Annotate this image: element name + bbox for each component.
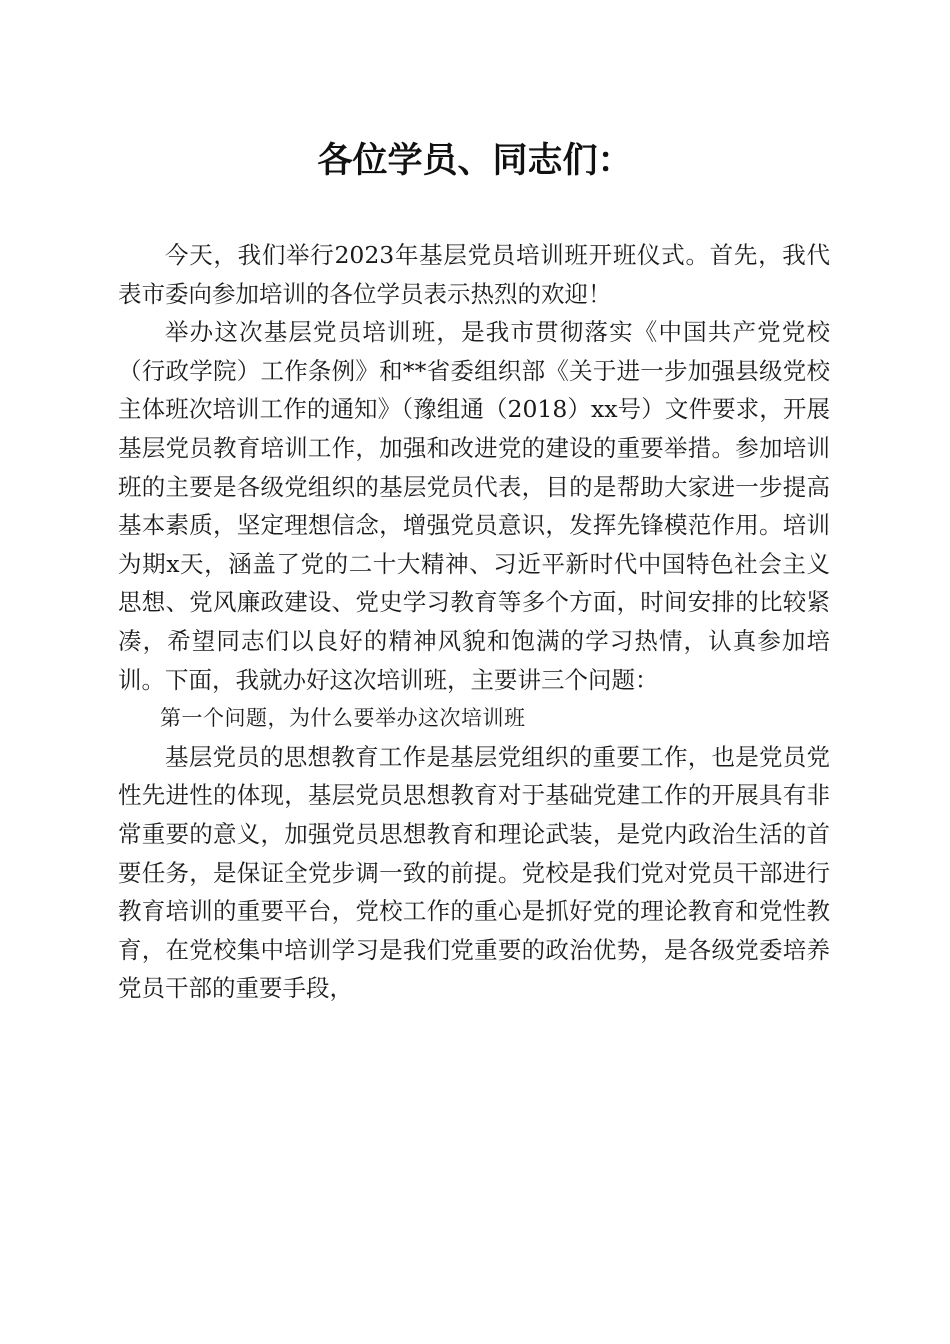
document-body (118, 236, 830, 1008)
paragraph-purpose: 举办这次基层党员培训班，是我市贯彻落实《中国共产党党校（行政学院）工作条例》和**省委组织部《关于进一步加强县级党校主体班次培训工作的通知》（豫组通（2018）xx号）文件要求，开展基层党员教育培训工作，加强和改进党的建设的重要举措。参加培训班的主要是各级党组织的基层党员代表，目的是帮助大家进一步提高基本素质，坚定理想信念，增强党员意识，发挥先锋模范作用。培训为期x天，涵盖了党的二十大精神、习近平新时代中国特色社会主义思想、党风廉政建设、党史学习教育等多个方面，时间安排的比较紧凑，希望同志们以良好的精神风貌和饱满的学习热情，认真参加培训。下面，我就办好这次培训班，主要讲三个问题： (118, 318, 830, 694)
document-title: 各位学员、同志们： (317, 140, 633, 181)
paragraph-first-question: 基层党员的思想教育工作是基层党组织的重要工作，也是党员党性先进性的体现，基层党员思想教育对于基础党建工作的开展具有非常重要的意义，加强党员思想教育和理论武装，是党内政治生活的首要任务，是保证全党步调一致的前提。党校是我们党对党员干部进行教育培训的重要平台，党校工作的重心是抓好党的理论教育和党性教育，在党校集中培训学习是我们党重要的政治优势，是各级党委培养党员干部的重要手段， (118, 742, 830, 1003)
section-heading-first-question: 第一个问题，为什么要举办这次培训班 (160, 706, 526, 731)
paragraph-opening: 今天，我们举行2023年基层党员培训班开班仪式。首先，我代表市委向参加培训的各位学员表示热烈的欢迎！ (118, 241, 830, 308)
